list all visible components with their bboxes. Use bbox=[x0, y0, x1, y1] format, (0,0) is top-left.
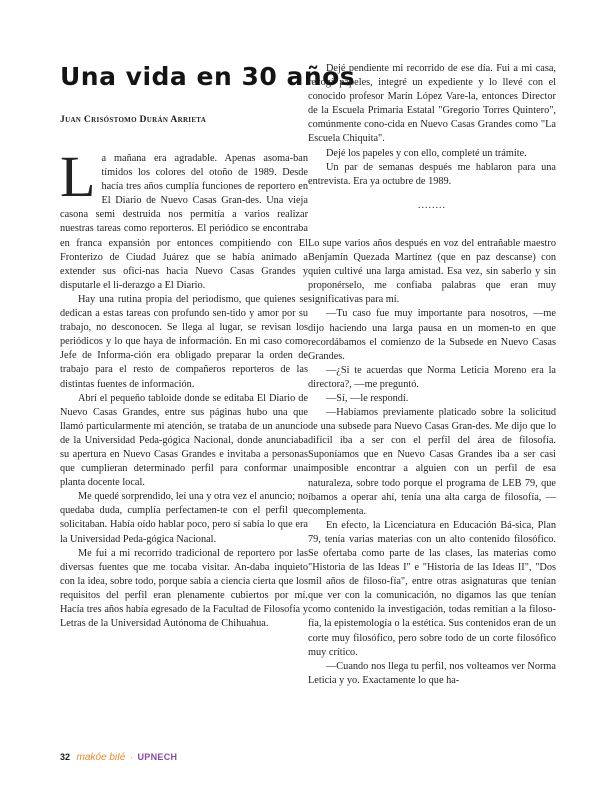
paragraph-15: —Cuando nos llega tu perfil, nos volteamos ver Norma Leticia y yo. Exactamente lo que ha- bbox=[308, 660, 556, 686]
paragraph-14: En efecto, la Licenciatura en Educación Bá-sica, Plan 79, tenía varias materias con un alto contenido filosófico. Se ofertaba como parte de las clases, las materias como "Historia de las Ideas I" e "Historia de las Ideas II", "Dos mil años de filoso-fía", entre otras asignaturas que tenían que ver con la comunicación, no digamos las que tenían como contenido la investigación, todas remitían a la filoso-fía, la epistemología o la estética. Sus contenidos eran de un corte muy filosófico, pero sobre todo de un corte filosófico muy crítico. bbox=[308, 519, 556, 658]
paragraph-4: Me quedé sorprendido, leí una y otra vez el anuncio; no quedaba duda, cumplía perfectamen-te con el perfil que solicitaban. Había oído hablar poco, pero sí sabía lo que era la Universidad Peda-gógica Nacional. bbox=[60, 491, 308, 545]
paragraph-9: Lo supe varios años después en voz del entrañable maestro Benjamín Quezada Martínez (que en paz descanse) con quien cultivé una larga amistad. Esa vez, sin saberlo y sin proponérselo, me confiaba palabras que eran muy significativas para mí. bbox=[308, 237, 556, 306]
right-column bbox=[308, 62, 556, 688]
drop-cap: L bbox=[60, 144, 96, 209]
paragraph-10: —Tu caso fue muy importante para nosotros, —me dijo haciendo una larga pausa en un momen-to en que recordábamos el comienzo de la Subsede en Nuevo Casas Grandes. bbox=[308, 308, 556, 362]
article-author bbox=[60, 114, 206, 125]
footer-separator: · bbox=[129, 752, 133, 762]
paragraph-1-text: a mañana era agradable. Apenas asoma-ban tímidos los colores del otoño de 1989. Desde hacía tres años cumplía funciones de reportero en El Diario de Nuevo Casas Gran-des. Una vieja casona semi destruida nos permitía a varios realizar nuestras tareas como reporteros. El periódico se encontraba en franca expansión por entonces compitiendo con El Fronterizo de Ciudad Juárez que se había animado a extender sus ofici-nas hacia Nuevo Casas Grandes y disputarle el li-derazgo a El Diario. bbox=[60, 153, 308, 291]
article-title: Una vida en 30 años bbox=[60, 62, 356, 91]
paragraph-5: Me fui a mi recorrido tradicional de reportero por las diversas fuentes que me tocaba visitar. An-daba inquieto con la idea, sobre todo, porque sabía a ciencia cierta que los requisitos del perfil eran plenamente cubiertos por mí. Hacía tres años había egresado de la Facultad de Filosofía y Letras de la Universidad Autónoma de Chihuahua. bbox=[60, 547, 308, 630]
institution-name: UPNECH bbox=[137, 752, 178, 762]
paragraph-12: —Sí, —le respondí. bbox=[326, 392, 409, 404]
paragraph-7: Dejé los papeles y con ello, completé un trámite. bbox=[326, 147, 527, 159]
page-number: 32 bbox=[60, 752, 71, 762]
paragraph-11: —¿Si te acuerdas que Norma Leticia Moreno era la directora?, —me preguntó. bbox=[308, 364, 556, 390]
paragraph-8: Un par de semanas después me hablaron para una entrevista. Era ya octubre de 1989. bbox=[308, 161, 556, 187]
section-divider: ........ bbox=[418, 199, 446, 211]
paragraph-13: —Habíamos previamente platicado sobre la solicitud de una subsede para Nuevo Casas Gran-des. Me dijo que lo difícil iba a ser con el perfil del área de filosofía. Suponíamos que en Nuevo Casas Grandes iba a ser casi imposible encontrar a alguien con un perfil de esa naturaleza, sobre todo porque el programa de LEB 79, que íbamos a operar ahí, tenía una alta carga de filosofía, —complementa. bbox=[308, 407, 556, 517]
author-name: Juan Crisóstomo Durán Arrieta bbox=[60, 114, 207, 125]
section-gap bbox=[308, 223, 556, 237]
paragraph-6: Dejé pendiente mi recorrido de ese día. Fui a mi casa, recogí papeles, integré un expediente y lo llevé con el conocido profesor Marín López Vare-la, entonces Director de la Escuela Primaria Estatal "Gregorio Torres Quintero", comúnmente cono-cida en Nuevo Casas Grandes como "La Escuela Chiquita". bbox=[308, 63, 556, 145]
paragraph-3: Abrí el pequeño tabloide donde se editaba El Diario de Nuevo Casas Grandes, entre sus páginas hubo una que llamó particularmente mi atención, se trataba de un anuncio de la Universidad Peda-gógica Nacional, donde anunciaba su apertura en Nuevo Casas Grandes e invitaba a personas que cumplieran determinado perfil para conformar una planta docente local. bbox=[60, 392, 308, 489]
page-footer bbox=[60, 752, 177, 763]
magazine-name: makóe biIé bbox=[76, 752, 126, 763]
paragraph-1 bbox=[60, 144, 308, 293]
left-column bbox=[60, 144, 308, 631]
paragraph-2: Hay una rutina propia del periodismo, que quienes se dedican a estas tareas con profundo sen-tido y amor por su trabajo, no desconocen. Se llega al lugar, se revisan los periódicos y lo que haya de información. En mi caso como Jefe de Informa-ción era obligado preparar la orden de trabajo para el resto de compañeros reporteros de las distintas fuentes de información. bbox=[60, 293, 308, 390]
